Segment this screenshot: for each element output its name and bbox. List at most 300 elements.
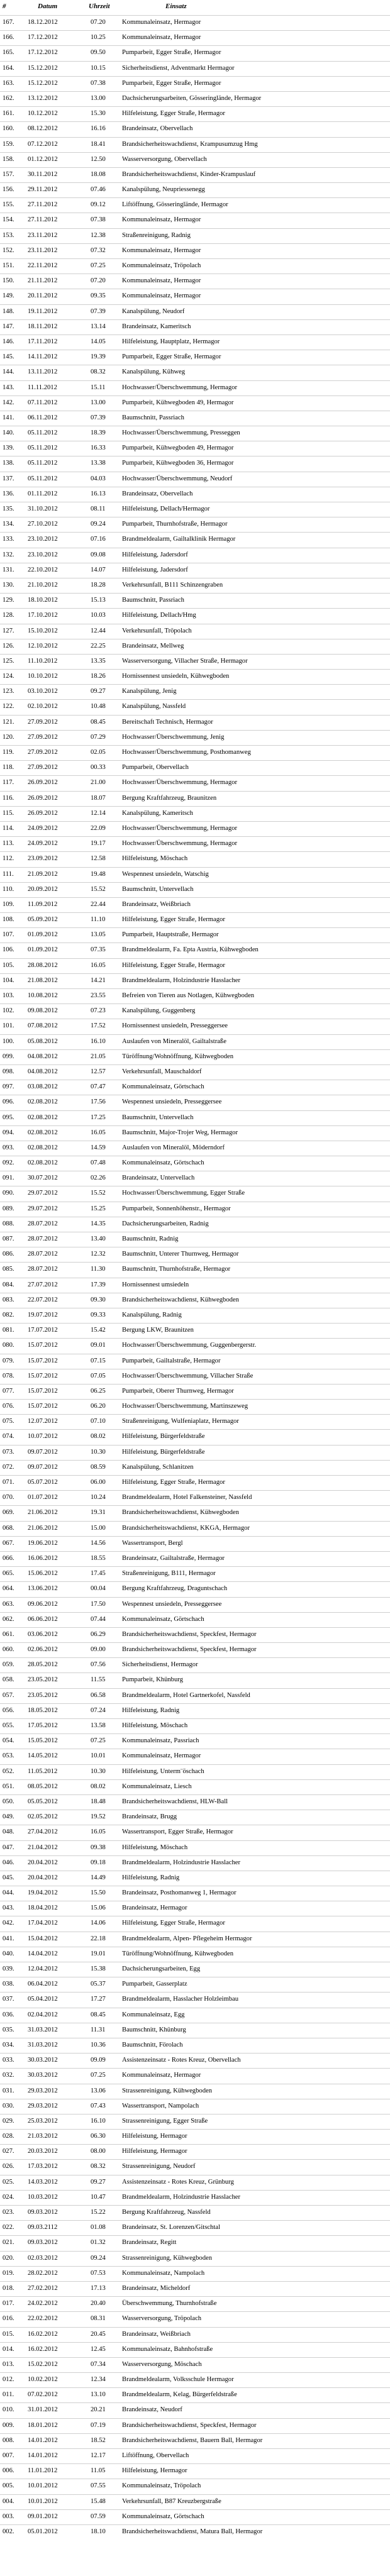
row-date: 28.07.2012: [28, 1235, 58, 1242]
table-row: [0, 1566, 390, 1581]
table-row: [0, 2327, 390, 2342]
row-number: 014.: [3, 2345, 14, 2353]
row-time: 09.38: [91, 1844, 106, 1851]
row-number: 159.: [3, 140, 14, 148]
row-number: 099.: [3, 1053, 14, 1060]
row-number: 037.: [3, 1996, 14, 2003]
table-row: [0, 1384, 390, 1399]
row-time: 15.06: [91, 1904, 106, 1912]
table-row: [0, 882, 390, 897]
row-time: 07.39: [91, 307, 106, 315]
table-row: [0, 1429, 390, 1444]
row-date: 23.10.2012: [28, 551, 58, 558]
row-number: 039.: [3, 1965, 14, 1972]
row-number: 133.: [3, 536, 14, 543]
row-date: 04.08.2012: [28, 1053, 58, 1060]
row-deployment: Wassertransport, Nampolach: [122, 2102, 199, 2109]
row-date: 02.08.2012: [28, 1129, 58, 1136]
row-deployment: Straßenreinigung, B111, Hermagor: [122, 1570, 216, 1578]
row-date: 19.04.2012: [28, 1889, 58, 1897]
row-time: 11.30: [91, 1266, 106, 1273]
table-row: [0, 289, 390, 304]
row-date: 07.11.2012: [28, 399, 58, 406]
row-number: 018.: [3, 2284, 14, 2292]
table-row: [0, 2175, 390, 2190]
row-deployment: Liftöffnung, Gösseringlände, Hermagor: [122, 201, 228, 209]
row-time: 00.33: [91, 764, 106, 771]
row-deployment: Hilfeleistung, Möschach: [122, 1844, 188, 1851]
row-deployment: Brandmeldealarm, Holzindustrie Hasslacher: [122, 1859, 240, 1866]
row-deployment: Kommunaleinsatz, Hermagor: [122, 277, 201, 285]
row-time: 13.00: [91, 94, 106, 102]
row-time: 07.38: [91, 216, 106, 224]
row-number: 072.: [3, 1463, 14, 1471]
row-deployment: Hilfeleistung, Möschach: [122, 855, 188, 863]
row-deployment: Kanalspülung, Kameritsch: [122, 809, 193, 817]
row-number: 128.: [3, 612, 14, 619]
row-date: 21.09.2012: [28, 870, 58, 878]
row-date: 09.03.2012: [28, 2209, 58, 2216]
row-number: 024.: [3, 2193, 14, 2201]
table-row: [0, 988, 390, 1003]
row-deployment: Pumparbeit, Oberer Thurnweg, Hermagor: [122, 1387, 234, 1395]
row-number: 089.: [3, 1205, 14, 1212]
row-time: 19.39: [91, 353, 106, 361]
row-date: 09.07.2012: [28, 1463, 58, 1471]
row-deployment: Verkehrsunfall, Tröpolach: [122, 627, 192, 634]
row-number: 031.: [3, 2087, 14, 2094]
table-row: [0, 2311, 390, 2326]
row-time: 07.16: [91, 536, 106, 543]
row-deployment: Hochwasser/Überschwemmung, Egger Straße: [122, 1190, 245, 1197]
row-time: 10.30: [91, 1767, 106, 1775]
row-date: 27.09.2012: [28, 718, 58, 726]
row-date: 28.07.2012: [28, 1266, 58, 1273]
table-row: [0, 319, 390, 334]
row-date: 21.06.2012: [28, 1524, 58, 1532]
row-time: 08.45: [91, 718, 106, 726]
row-number: 136.: [3, 490, 14, 497]
row-number: 117.: [3, 779, 14, 787]
row-date: 23.09.2012: [28, 855, 58, 863]
row-number: 157.: [3, 170, 14, 178]
row-number: 071.: [3, 1479, 14, 1486]
row-number: 032.: [3, 2072, 14, 2079]
table-row: [0, 715, 390, 730]
row-number: 091.: [3, 1175, 14, 1182]
row-number: 079.: [3, 1357, 14, 1364]
table-row: [0, 2357, 390, 2372]
row-deployment: Hilfeleistung, Dellach/Hermagor: [122, 506, 210, 512]
row-number: 016.: [3, 2315, 14, 2323]
table-row: [0, 1399, 390, 1414]
row-time: 09.27: [91, 688, 106, 695]
row-deployment: Hilfeleistung, Radnig: [122, 1706, 180, 1714]
row-time: 07.10: [91, 1418, 106, 1425]
row-time: 10.15: [91, 64, 106, 72]
row-date: 05.11.2012: [28, 475, 58, 482]
row-date: 15.12.2012: [28, 79, 58, 87]
row-date: 13.11.2012: [28, 368, 58, 376]
table-row: [0, 2433, 390, 2448]
table-row: [0, 15, 390, 30]
table-row: [0, 867, 390, 882]
row-number: 074.: [3, 1433, 14, 1440]
row-time: 02.05: [91, 749, 106, 756]
row-number: 033.: [3, 2057, 14, 2064]
row-number: 026.: [3, 2163, 14, 2170]
table-row: [0, 1049, 390, 1064]
table-row: [0, 1232, 390, 1247]
row-time: 14.07: [91, 566, 106, 573]
table-row: [0, 2251, 390, 2266]
row-time: 04.03: [91, 475, 106, 482]
row-number: 154.: [3, 216, 14, 224]
row-time: 15.52: [91, 1190, 106, 1197]
header-deployment: Einsatz: [165, 3, 187, 10]
row-deployment: Brandeinsatz, Mellweg: [122, 642, 184, 650]
row-date: 18.10.2012: [28, 597, 58, 604]
row-date: 11.01.2012: [28, 2467, 58, 2475]
row-number: 027.: [3, 2148, 14, 2155]
table-row: [0, 2494, 390, 2509]
deployment-table: [0, 15, 390, 2540]
row-time: 07.25: [91, 1737, 106, 1745]
table-row: [0, 608, 390, 623]
table-row: [0, 365, 390, 380]
row-number: 163.: [3, 79, 14, 87]
row-number: 068.: [3, 1524, 14, 1532]
row-deployment: Pumparbeit, Hauptstraße, Hermagor: [122, 931, 219, 939]
row-date: 19.06.2012: [28, 1539, 58, 1547]
row-time: 14.56: [91, 1539, 106, 1547]
row-date: 15.06.2012: [28, 1570, 58, 1578]
row-date: 12.04.2012: [28, 1965, 58, 1972]
row-number: 165.: [3, 49, 14, 57]
row-date: 15.07.2012: [28, 1372, 58, 1379]
row-time: 20.40: [91, 2300, 106, 2308]
row-number: 050.: [3, 1798, 14, 1805]
row-date: 10.08.2012: [28, 992, 58, 999]
row-deployment: Dachsicherungsarbeiten, Gösseringlände, Hermagor: [122, 94, 262, 102]
row-number: 028.: [3, 2133, 14, 2140]
row-deployment: Hochwasser/Überschwemmung, Posthomanweg: [122, 749, 251, 756]
table-row: [0, 1536, 390, 1551]
row-deployment: Brandeinsatz, Untervellach: [122, 1175, 195, 1182]
row-time: 19.52: [91, 1813, 106, 1821]
row-deployment: Bergung LKW, Braunitzen: [122, 1327, 194, 1334]
row-time: 16.05: [91, 961, 106, 969]
row-date: 17.04.2012: [28, 1920, 58, 1927]
row-time: 08.59: [91, 1463, 106, 1471]
table-row: [0, 167, 390, 182]
row-number: 067.: [3, 1539, 14, 1547]
row-deployment: Hilfeleistung, Hermagor: [122, 2467, 187, 2475]
row-time: 17.50: [91, 1600, 106, 1608]
header-number: #: [3, 3, 6, 10]
row-number: 148.: [3, 307, 14, 315]
row-time: 09.09: [91, 2057, 106, 2064]
table-row: [0, 806, 390, 821]
row-date: 19.07.2012: [28, 1311, 58, 1318]
row-time: 07.38: [91, 79, 106, 87]
row-deployment: Straßenreinigung, Wulfeniaplatz, Hermagor: [122, 1418, 239, 1425]
row-deployment: Hornissennest unsiedeln, Kühwegboden: [122, 673, 230, 680]
row-number: 046.: [3, 1859, 14, 1866]
row-deployment: Pumparbeit, Kühwegboden 49, Hermagor: [122, 445, 234, 452]
table-row: [0, 2418, 390, 2433]
row-deployment: Liftöffnung, Obervellach: [122, 2452, 189, 2459]
row-deployment: Kommunaleinsatz, Hermagor: [122, 246, 201, 254]
table-row: [0, 121, 390, 136]
row-deployment: Brandsicherheitswachdienst, Krampusumzug Hmg: [122, 140, 258, 148]
row-deployment: Baumschnitt, Passriach: [122, 414, 184, 421]
row-date: 17.10.2012: [28, 612, 58, 619]
row-date: 24.02.2012: [28, 2300, 58, 2308]
row-number: 147.: [3, 323, 14, 330]
row-date: 21.10.2012: [28, 581, 58, 589]
row-number: 102.: [3, 1007, 14, 1015]
row-number: 125.: [3, 657, 14, 665]
table-row: [0, 1460, 390, 1475]
row-date: 26.09.2012: [28, 794, 58, 802]
row-time: 16.10: [91, 1037, 106, 1045]
row-deployment: Brandeinsatz, St. Lorenzen/Gitschtal: [122, 2224, 220, 2231]
row-deployment: Kanalspülung, Kühweg: [122, 368, 186, 376]
row-deployment: Wasserversorgung, Obervellach: [122, 155, 207, 163]
row-date: 02.08.2012: [28, 1144, 58, 1151]
row-deployment: Brandmeldealarm, Hotel Falkensteiner, Nassfeld: [122, 1494, 252, 1501]
row-deployment: Baumschnitt, Radnig: [122, 1235, 179, 1242]
row-number: 052.: [3, 1767, 14, 1775]
table-row: [0, 593, 390, 608]
table-row: [0, 2479, 390, 2494]
row-deployment: Hilfeleistung, Möschach: [122, 1722, 188, 1729]
row-date: 23.10.2012: [28, 536, 58, 543]
row-time: 10.48: [91, 703, 106, 710]
row-deployment: Hochwasser/Überschwemmung, Hermagor: [122, 840, 237, 848]
table-row: [0, 1369, 390, 1384]
table-row: [0, 1627, 390, 1642]
row-deployment: Bergung Kraftfahrzeug, Nassfeld: [122, 2209, 211, 2216]
row-date: 24.09.2012: [28, 824, 58, 832]
row-deployment: Kommunaleinsatz, Görtschach: [122, 1083, 204, 1091]
table-row: [0, 532, 390, 547]
row-time: 02.26: [91, 1175, 106, 1182]
row-time: 18.10: [91, 2528, 106, 2535]
table-row: [0, 1338, 390, 1353]
row-number: 049.: [3, 1813, 14, 1821]
table-row: [0, 2144, 390, 2159]
row-date: 05.11.2012: [28, 429, 58, 437]
row-number: 114.: [3, 824, 14, 832]
row-time: 19.01: [91, 1950, 106, 1957]
table-row: [0, 1703, 390, 1718]
row-deployment: Kommunaleinsatz, Egg: [122, 2011, 185, 2018]
row-number: 048.: [3, 1828, 14, 1836]
row-date: 09.07.2012: [28, 1448, 58, 1456]
table-row: [0, 760, 390, 775]
table-row: [0, 2220, 390, 2235]
row-date: 14.03.2012: [28, 2178, 58, 2186]
row-time: 15.48: [91, 2497, 106, 2505]
row-time: 07.05: [91, 1372, 106, 1379]
row-deployment: Baumschnitt, Passriach: [122, 597, 184, 604]
table-row: [0, 61, 390, 76]
row-date: 20.04.2012: [28, 1859, 58, 1866]
row-number: 129.: [3, 597, 14, 604]
row-time: 06.20: [91, 1403, 106, 1410]
row-deployment: Überschwemmung, Thurnhofstraße: [122, 2300, 217, 2308]
row-date: 17.11.2012: [28, 338, 58, 345]
row-number: 140.: [3, 429, 14, 437]
row-deployment: Kanalspülung, Radnig: [122, 1311, 182, 1318]
row-time: 13.38: [91, 460, 106, 467]
row-date: 27.02.2012: [28, 2284, 58, 2292]
row-date: 28.05.2012: [28, 1661, 58, 1669]
table-row: [0, 912, 390, 927]
row-time: 07.20: [91, 19, 106, 26]
table-row: [0, 1080, 390, 1095]
row-time: 09.18: [91, 1859, 106, 1866]
row-time: 06.25: [91, 1387, 106, 1395]
row-time: 10.47: [91, 2193, 106, 2201]
row-time: 13.05: [91, 931, 106, 939]
row-date: 02.08.2012: [28, 1098, 58, 1106]
row-number: 084.: [3, 1281, 14, 1288]
row-date: 18.12.2012: [28, 19, 58, 26]
row-date: 15.07.2012: [28, 1342, 58, 1349]
row-deployment: Wasserversorgung, Tröpolach: [122, 2315, 202, 2323]
row-number: 156.: [3, 186, 14, 194]
row-time: 11.55: [91, 1676, 106, 1684]
row-date: 17.05.2012: [28, 1722, 58, 1729]
row-time: 12.58: [91, 855, 106, 863]
row-number: 127.: [3, 627, 14, 634]
row-date: 22.11.2012: [28, 262, 58, 269]
row-date: 15.12.2012: [28, 64, 58, 72]
row-deployment: Brandmeldealarm, Kelag, Bürgerfeldstraße: [122, 2391, 237, 2399]
row-date: 03.10.2012: [28, 688, 58, 695]
table-row: [0, 1840, 390, 1855]
row-time: 07.20: [91, 277, 106, 285]
row-time: 08.02: [91, 1783, 106, 1790]
row-number: 135.: [3, 506, 14, 512]
row-number: 110.: [3, 885, 14, 893]
row-deployment: Pumparbeit, Kühwegboden 49, Hermagor: [122, 399, 234, 406]
row-number: 070.: [3, 1494, 14, 1501]
row-number: 146.: [3, 338, 14, 345]
row-date: 16.02.2012: [28, 2345, 58, 2353]
row-number: 025.: [3, 2178, 14, 2186]
row-date: 03.08.2012: [28, 1083, 58, 1091]
row-date: 10.01.2012: [28, 2482, 58, 2490]
row-date: 27.11.2012: [28, 216, 58, 224]
row-time: 06.29: [91, 1630, 106, 1638]
row-deployment: Brandmeldealarm, Holzindustrie Hasslacher: [122, 2193, 240, 2201]
row-number: 041.: [3, 1935, 14, 1942]
table-row: [0, 1764, 390, 1779]
row-date: 30.03.2012: [28, 2072, 58, 2079]
row-date: 29.11.2012: [28, 186, 58, 194]
table-row: [0, 456, 390, 471]
row-number: 160.: [3, 125, 14, 133]
row-number: 137.: [3, 475, 14, 482]
table-row: [0, 1749, 390, 1764]
row-deployment: Auslaufen von Mineralöl, Gailtalstraße: [122, 1037, 226, 1045]
row-date: 21.06.2012: [28, 1509, 58, 1517]
row-time: 09.33: [91, 1311, 106, 1318]
row-number: 009.: [3, 2421, 14, 2429]
row-time: 07.35: [91, 946, 106, 954]
row-number: 075.: [3, 1418, 14, 1425]
row-date: 31.03.2012: [28, 2026, 58, 2033]
table-row: [0, 1597, 390, 1612]
table-row: [0, 639, 390, 654]
table-row: [0, 2099, 390, 2114]
table-row: [0, 958, 390, 973]
table-row: [0, 1110, 390, 1125]
row-deployment: Pumparbeit, Egger Straße, Hermagor: [122, 49, 221, 57]
row-number: 065.: [3, 1570, 14, 1578]
row-deployment: Kanalspülung, Neudorf: [122, 307, 185, 315]
row-deployment: Brandmeldealarm, Fa. Epta Austria, Kühwegboden: [122, 946, 259, 954]
row-number: 042.: [3, 1920, 14, 1927]
row-deployment: Hochwasser/Überschwemmung, Neudorf: [122, 475, 233, 482]
row-deployment: Kommunaleinsatz, Hermagor: [122, 216, 201, 224]
table-row: [0, 213, 390, 228]
table-row: [0, 2205, 390, 2220]
row-number: 011.: [3, 2391, 14, 2399]
table-row: [0, 943, 390, 958]
row-date: 05.05.2012: [28, 1798, 58, 1805]
row-time: 12.14: [91, 809, 106, 817]
row-time: 07.39: [91, 414, 106, 421]
row-number: 112.: [3, 855, 14, 863]
row-date: 18.05.2012: [28, 1706, 58, 1714]
row-deployment: Wespennest unsiedeln, Presseggersee: [122, 1600, 222, 1608]
row-date: 12.10.2012: [28, 642, 58, 650]
row-time: 17.45: [91, 1570, 106, 1578]
row-time: 11.10: [91, 916, 106, 924]
row-number: 153.: [3, 231, 14, 239]
row-date: 11.10.2012: [28, 657, 58, 665]
table-row: [0, 472, 390, 487]
row-number: 116.: [3, 794, 14, 802]
row-time: 09.50: [91, 49, 106, 57]
table-row: [0, 2023, 390, 2038]
table-row: [0, 2038, 390, 2053]
row-date: 05.08.2012: [28, 1037, 58, 1045]
row-deployment: Pumparbeit, Khünburg: [122, 1676, 183, 1684]
row-time: 14.49: [91, 1874, 106, 1881]
table-row: [0, 1141, 390, 1156]
row-date: 05.07.2012: [28, 1479, 58, 1486]
row-number: 126.: [3, 642, 14, 650]
row-deployment: Brandsicherheitswachdienst, Matura Ball, Hermagor: [122, 2528, 263, 2535]
row-number: 115.: [3, 809, 14, 817]
table-row: [0, 2296, 390, 2311]
row-deployment: Hochwasser/Überschwemmung, Presseggen: [122, 429, 240, 437]
table-row: [0, 2509, 390, 2524]
row-time: 06.00: [91, 1479, 106, 1486]
row-number: 085.: [3, 1266, 14, 1273]
row-date: 23.05.2012: [28, 1691, 58, 1699]
row-number: 106.: [3, 946, 14, 954]
row-number: 142.: [3, 399, 14, 406]
row-deployment: Hochwasser/Überschwemmung, Guggenbergerstr.: [122, 1342, 257, 1349]
row-date: 15.02.2012: [28, 2360, 58, 2368]
